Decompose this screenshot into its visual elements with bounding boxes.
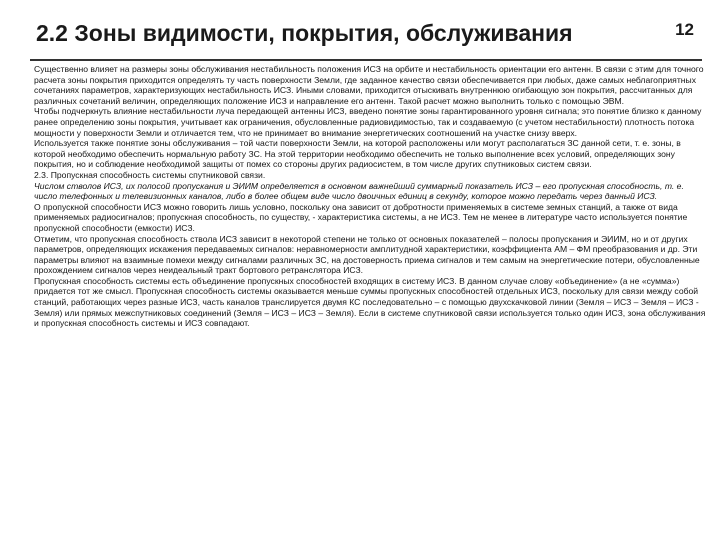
paragraph-coverage-instability: Существенно влияет на размеры зоны обслуживания нестабильность положения ИСЗ на орбите и нестабильность ориентации его антенн. В связи с этим для точного расчета зоны покрытия приходится определять ту часть поверхности Земли, где заданное качество связи обеспечивается при любых, даже самых неблагоприятных сочетаниях параметров, характеризующих нестабильность ИСЗ. Иными словами, приходится отыскивать внутреннюю огибающую зон покрытия, рассчитанных для различных сочетаний величин, определяющих положение ИСЗ и направление его антенн. Такой расчет можно выполнить только с помощью ЭВМ. <box>34 64 704 106</box>
paragraph-capacity-conditional: О пропускной способности ИСЗ можно говорить лишь условно, поскольку она зависит от добротности применяемых в системе земных станций, а также от вида применяемых радиосигналов; пропускная способность, по существу, - характеристика системы, а не ИСЗ. Тем не менее в литературе часто используется понятие пропускной способности (емкости) ИСЗ. <box>34 201 688 233</box>
slide-header <box>30 14 702 54</box>
title-divider <box>30 59 702 61</box>
slide-number: 12 <box>675 20 694 39</box>
paragraph-guaranteed-signal-zone: Чтобы подчеркнуть влияние нестабильности луча передающей антенны ИСЗ, введено понятие зоны гарантированного уровня сигнала; это понятие близко к данному ранее определению зоны покрытия, учитывает как ограничения, обусловленные радиовидимостью, так и создаваемую (с учетом нестабильности) плотность потока мощности у поверхности Земли и отличается тем, что не принимает во внимание энергетических соотношений на участке снизу вверх. <box>34 106 702 138</box>
slide-body <box>34 64 706 329</box>
slide-title: 2.2 Зоны видимости, покрытия, обслуживания <box>36 20 573 46</box>
paragraph-service-zone: Используется также понятие зоны обслуживания – той части поверхности Земли, на которой расположены или могут располагаться ЗС данной сети, т. е. зоны, в которой необходимо обеспечить нормальную работу ЗС. На этой территории необходимо обеспечить не только выполнение всех условий, определяющих зону покрытия, но и соблюдение необходимой защиты от помех со стороны других радиосистем, в том числе других спутниковых систем связи. <box>34 138 681 170</box>
paragraph-transponder-capacity: Отметим, что пропускная способность ствола ИСЗ зависит в некоторой степени не только от основных показателей – полосы пропускания и ЭИИМ, но и от других параметров, определяющих искажения передаваемых сигналов: неравномерности амплитудной характеристики, коэффициента АМ – ФМ преобразования и др. Эти параметры влияют на взаимные помехи между сигналами различных ЗС, на достоверность приема сигналов и тем самым на энергетические потери, обусловленные прохождением сигналов через неидеальный тракт бортового ретранслятора ИСЗ. <box>34 233 700 276</box>
section-heading-capacity: 2.3. Пропускная способность системы спутниковой связи. <box>34 169 266 180</box>
paragraph-system-capacity: Пропускная способность системы есть объединение пропускных способностей входящих в систему ИСЗ. В данном случае слову «объединение» (а не «сумма») придается тот же смысл. Пропускная способность системы оказывается меньше суммы пропускных способностей отдельных ИСЗ, поскольку для связи между собой станций, работающих через разные ИСЗ, часть каналов транслируется двумя КС последовательно – с помощью двухскачковой линии (Земля – ИСЗ – Земля – ИСЗ - Земля) или прямых межспутниковых соединений (Земля – ИСЗ – ИСЗ – Земля). Если в системе спутниковой связи используется только один ИСЗ, зона обслуживания и пропускная способность системы и ИСЗ совпадают. <box>34 275 706 329</box>
paragraph-capacity-definition: Числом стволов ИСЗ, их полосой пропускания и ЭИИМ определяется в основном важнейший суммарный показатель ИСЗ – его пропускная способность, т. е. число телефонных и телевизионных каналов, либо в более общем виде число двоичных единиц в секунду, которое можно передать через данный ИСЗ. <box>34 180 684 202</box>
